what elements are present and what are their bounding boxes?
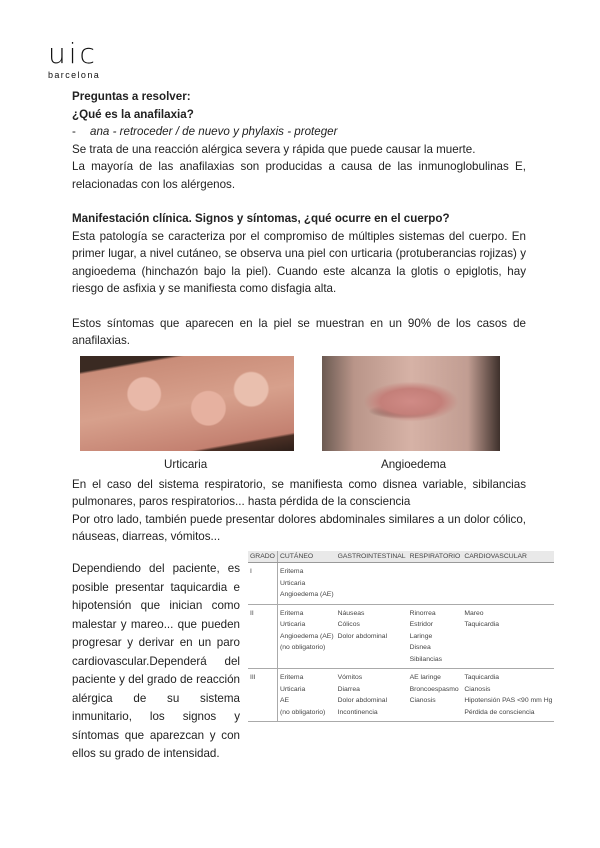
grades-table [248, 551, 554, 722]
table-cell-line: Pérdida de consciencia [464, 708, 535, 716]
table-cell-line: Urticaria [279, 621, 306, 628]
table-cell-resp [408, 604, 463, 669]
table-cell-line: AE [279, 697, 290, 704]
table-cell-cardio [462, 604, 554, 669]
question-1: ¿Qué es la anafilaxia? [72, 107, 194, 121]
skin-percentage-paragraph: Estos síntomas que aparecen en la piel se muestran en un 90% de los casos de anafilaxias. [72, 316, 526, 347]
table-header-cell: RESPIRATORIO [408, 551, 463, 563]
table-cell-resp [408, 669, 463, 722]
table-cell-line: Cianosis [409, 697, 436, 704]
table-cell-line: (no obligatorio) [279, 708, 326, 716]
figures-row [72, 356, 526, 476]
table-row [248, 604, 554, 669]
etymology-text: ana - retroceder / de nuevo y phylaxis - proteger [90, 125, 338, 138]
table-cell-line: Angioedema (AE) [279, 591, 334, 598]
table-cell-line: Diarrea [337, 685, 360, 693]
cardio-text-block [72, 560, 240, 764]
urticaria-photo [80, 356, 294, 451]
angioedema-photo [322, 356, 500, 451]
table-cell-line: Hipotensión PAS <90 mm Hg [464, 697, 553, 704]
table-row [248, 669, 554, 722]
table-header-cell: GRADO [248, 551, 277, 563]
questions-heading: Preguntas a resolver: [72, 90, 191, 103]
table-header-cell: GASTROINTESTINAL [336, 551, 408, 563]
table-cell-line: Eritema [279, 568, 304, 575]
respiratory-paragraph: En el caso del sistema respiratorio, se manifiesta como disnea variable, sibilancias pulmonares, paros respiratorios... hasta pérdida de la consciencia [72, 477, 526, 508]
table-cell-line: Laringe [409, 632, 433, 640]
table-cell-line: Broncoespasmo [409, 685, 459, 693]
table-cell-line: I [250, 568, 252, 575]
table-cell-resp [408, 563, 463, 605]
table-cell-line: Taquicardia [464, 674, 500, 681]
table-cell-line: Incontinencia [337, 708, 378, 716]
definition-paragraph: Se trata de una reacción alérgica severa y rápida que puede causar la muerte. [72, 142, 476, 156]
table-cell-line: II [250, 609, 254, 617]
table-cell-gastro [336, 669, 408, 722]
table-cell-line: Vómitos [337, 674, 363, 681]
logo-subtitle: barcelona [48, 70, 101, 80]
logo-mark: uic [48, 37, 98, 70]
table-cell-line: Disnea [409, 644, 431, 651]
table-cell-cardio [462, 563, 554, 605]
systems-paragraph: Esta patología se caracteriza por el compromiso de múltiples sistemas del cuerpo. En primer lugar, a nivel cutáneo, se observa una piel con urticaria (protuberancias rojizas) y angioedema (hinchazón bajo la piel). Cuando este alcanza la glotis o epiglotis, hay riesgo de asfixia y se manifiesta como disfagia alta. [72, 229, 526, 295]
table-cell-grade [248, 563, 277, 605]
table-cell-cutaneo [277, 604, 335, 669]
table-cell-cardio [462, 669, 554, 722]
table-cell-line: Sibilancias [409, 655, 443, 663]
table-cell-line: Taquicardia [464, 621, 500, 628]
main-content [72, 88, 526, 546]
table-cell-gastro [336, 604, 408, 669]
table-cell-line: Cianosis [464, 685, 491, 693]
table-cell-line: Eritema [279, 609, 304, 617]
ige-paragraph: La mayoría de las anafilaxias son producidas a causa de las inmunoglobulinas E, relacionadas con los alérgenos. [72, 160, 526, 191]
table-body [248, 563, 554, 722]
table-header-cell: CUTÁNEO [277, 551, 335, 563]
table-cell-line: Dolor abdominal [337, 697, 388, 704]
table-cell-line: AE laringe [409, 674, 441, 681]
table-cell-grade [248, 669, 277, 722]
table-cell-line: Cólicos [337, 621, 360, 628]
gastro-paragraph: Por otro lado, también puede presentar dolores abdominales similares a un dolor cólico, náuseas, diarreas, vómitos... [72, 512, 526, 543]
table-cell-line: Urticaria [279, 579, 306, 587]
angioedema-caption: Angioedema [381, 457, 447, 471]
table-cell-line: Mareo [464, 609, 484, 617]
bullet-dash: - [72, 125, 76, 138]
cardio-paragraph: Dependiendo del paciente, es posible presentar taquicardia e hipotensión que inician como malestar y mareo... que pueden progresar y derivar en un paro cardiovascular.Dependerá del paciente y del grado de reacción alérgica de su sistema inmunitario, los signos y síntomas que aparezcan y con ellos su grado de intensidad. [72, 562, 240, 760]
manifestation-heading: Manifestación clínica. Signos y síntomas, ¿qué ocurre en el cuerpo? [72, 212, 450, 225]
table-cell-line: Angioedema (AE) [279, 632, 334, 640]
table-cell-cutaneo [277, 669, 335, 722]
table-cell-line: Náuseas [337, 609, 365, 617]
table-cell-line: III [250, 674, 256, 681]
table-cell-line: Urticaria [279, 685, 306, 693]
table-header-cell: CARDIOVASCULAR [462, 551, 554, 563]
table-cell-line: (no obligatorio) [279, 644, 326, 651]
table-cell-line: Rinorrea [409, 609, 436, 617]
urticaria-caption: Urticaria [164, 457, 208, 471]
table-header-row [248, 551, 554, 563]
table-cell-cutaneo [277, 563, 335, 605]
uic-logo [48, 37, 118, 80]
table-row [248, 563, 554, 605]
table-cell-line: Estridor [409, 621, 433, 628]
table-cell-gastro [336, 563, 408, 605]
etymology-bullet [72, 123, 526, 141]
table-cell-line: Dolor abdominal [337, 632, 388, 640]
table-cell-line: Eritema [279, 674, 304, 681]
table-cell-grade [248, 604, 277, 669]
